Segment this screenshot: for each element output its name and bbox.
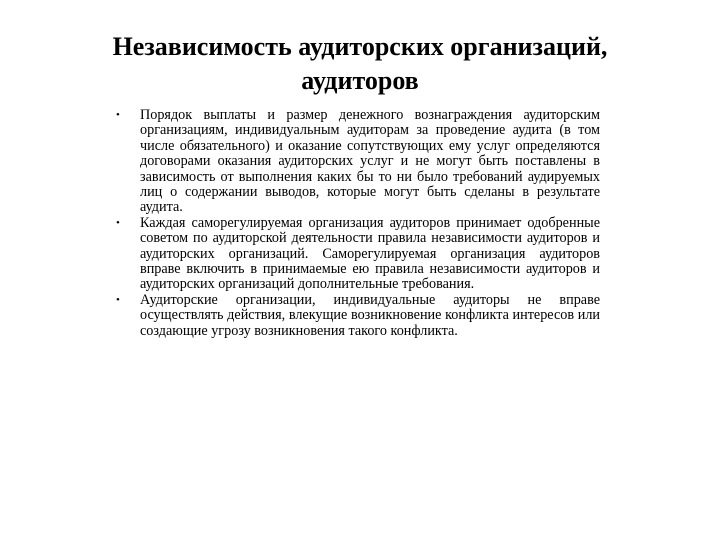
bullet-icon: • bbox=[116, 293, 120, 306]
bullet-item-independence-rules bbox=[112, 216, 600, 293]
bullet-text-independence-rules: Каждая саморегулируемая организация аудиторов принимает одобренные советом по аудиторской деятельности правила независимости аудиторов и аудиторских организаций. Саморегулируемая организация аудиторов вправе включить в принимаемые ею правила независимости аудиторов и аудиторских организаций дополнительные требования. bbox=[140, 214, 600, 293]
bullet-text-payment: Порядок выплаты и размер денежного вознаграждения аудиторским организациям, индивидуальным аудиторам за проведение аудита (в том числе обязательного) и оказание сопутствующих ему услуг определяются договорами оказания аудиторских услуг и не могут быть поставлены в зависимость от выполнения каких бы то ни было требований аудируемых лиц о содержании выводов, которые могут быть сделаны в результате аудита. bbox=[140, 107, 600, 216]
slide-title-line-1: Независимость аудиторских организаций, bbox=[112, 32, 608, 61]
bullet-icon: • bbox=[116, 216, 120, 229]
slide-title bbox=[60, 30, 660, 98]
bullet-item-conflict-of-interest bbox=[112, 293, 600, 339]
bullet-item-payment bbox=[112, 108, 600, 216]
slide-title-line-2: аудиторов bbox=[301, 66, 419, 95]
bullet-list bbox=[112, 108, 600, 339]
bullet-icon: • bbox=[116, 109, 120, 121]
bullet-text-conflict-of-interest: Аудиторские организации, индивидуальные аудиторы не вправе осуществлять действия, влекущие возникновение конфликта интересов или создающие угрозу возникновения такого конфликта. bbox=[140, 291, 600, 339]
